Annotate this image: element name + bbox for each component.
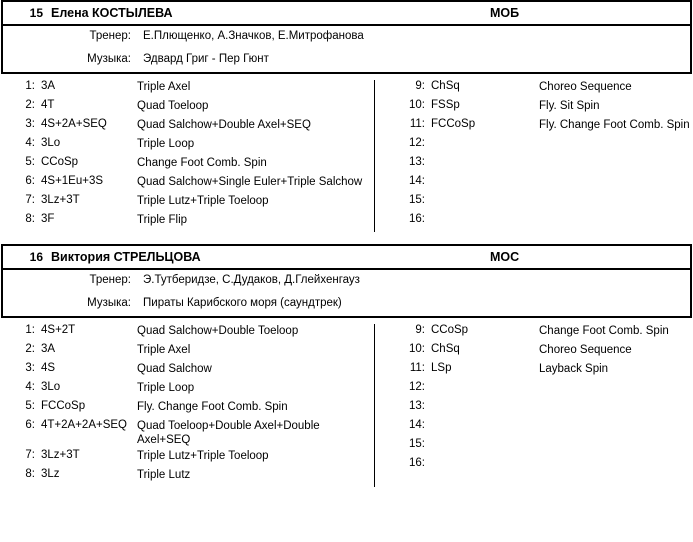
element-index: 7: <box>25 449 35 461</box>
element-row <box>389 213 691 230</box>
music-label: Музыка: <box>87 297 131 309</box>
music-row <box>3 293 690 316</box>
element-description: Triple Axel <box>137 81 191 93</box>
element-row <box>389 343 691 360</box>
element-description: Quad Salchow <box>137 363 212 375</box>
music-label: Музыка: <box>87 53 131 65</box>
element-index: 9: <box>415 80 425 92</box>
skater-name-row <box>3 2 690 26</box>
element-row <box>389 457 691 474</box>
coach-row <box>3 26 690 49</box>
element-row <box>389 419 691 436</box>
element-code: 3Lz <box>41 468 60 480</box>
element-row <box>389 438 691 455</box>
element-code: FCCoSp <box>431 118 476 130</box>
element-code: 3F <box>41 213 55 225</box>
element-index: 10: <box>409 99 425 111</box>
element-index: 3: <box>25 362 35 374</box>
element-row <box>389 400 691 417</box>
element-description: Triple Flip <box>137 214 188 226</box>
element-index: 4: <box>25 381 35 393</box>
element-index: 9: <box>415 324 425 336</box>
element-code: 3Lz+3T <box>41 194 80 206</box>
element-row <box>389 381 691 398</box>
element-index: 15: <box>409 438 425 450</box>
coach-value: Е.Плющенко, А.Значков, Е.Митрофанова <box>143 30 364 42</box>
element-index: 11: <box>409 118 425 130</box>
elements-column-left <box>1 324 375 487</box>
element-row <box>1 213 374 230</box>
element-row <box>1 324 374 341</box>
element-row <box>1 137 374 154</box>
element-row <box>1 118 374 135</box>
element-index: 13: <box>409 400 425 412</box>
element-description: Fly. Change Foot Comb. Spin <box>539 119 690 131</box>
skater-name-row <box>3 246 690 270</box>
skater-block <box>1 0 692 234</box>
element-code: 4S+2T <box>41 324 76 336</box>
elements-column-right <box>375 324 691 487</box>
element-row <box>389 175 691 192</box>
element-code: 3A <box>41 80 56 92</box>
element-description: Triple Lutz <box>137 469 191 481</box>
element-index: 13: <box>409 156 425 168</box>
element-row <box>389 80 691 97</box>
element-row <box>389 156 691 173</box>
element-index: 2: <box>25 99 35 111</box>
elements-area <box>1 74 692 234</box>
coach-value: Э.Тутберидзе, С.Дудаков, Д.Глейхенгауз <box>143 274 360 286</box>
element-code: 3Lo <box>41 381 61 393</box>
element-row <box>1 381 374 398</box>
element-index: 12: <box>409 137 425 149</box>
element-description: Quad Toeloop+Double Axel+Double Axel+SEQ <box>137 420 320 446</box>
start-number: 16 <box>29 250 43 264</box>
element-code: 3Lo <box>41 137 61 149</box>
element-index: 8: <box>25 468 35 480</box>
element-index: 14: <box>409 175 425 187</box>
start-number: 15 <box>29 6 43 20</box>
music-value: Пираты Карибского моря (саундтрек) <box>143 297 342 309</box>
element-row <box>1 80 374 97</box>
element-description: Quad Salchow+Single Euler+Triple Salchow <box>137 176 363 188</box>
element-index: 12: <box>409 381 425 393</box>
element-description: Triple Loop <box>137 138 195 150</box>
element-description: Fly. Change Foot Comb. Spin <box>137 401 288 413</box>
element-description: Change Foot Comb. Spin <box>539 325 669 337</box>
skater-header <box>1 0 692 74</box>
element-row <box>389 137 691 154</box>
element-description: Triple Loop <box>137 382 195 394</box>
element-code: FSSp <box>431 99 460 111</box>
music-row <box>3 49 690 72</box>
elements-column-right <box>375 80 691 232</box>
skater-header <box>1 244 692 318</box>
element-code: 4T+2A+2A+SEQ <box>41 419 127 431</box>
element-index: 14: <box>409 419 425 431</box>
element-row <box>389 99 691 116</box>
coach-row <box>3 270 690 293</box>
element-row <box>1 468 374 485</box>
element-row <box>389 194 691 211</box>
element-index: 15: <box>409 194 425 206</box>
element-description: Quad Salchow+Double Toeloop <box>137 325 299 337</box>
element-row <box>1 343 374 360</box>
element-description: Quad Salchow+Double Axel+SEQ <box>137 119 311 131</box>
element-index: 11: <box>409 362 425 374</box>
element-row <box>1 194 374 211</box>
element-code: 4S+1Eu+3S <box>41 175 104 187</box>
element-row <box>389 324 691 341</box>
element-description: Fly. Sit Spin <box>539 100 600 112</box>
element-row <box>1 156 374 173</box>
coach-label: Тренер: <box>89 274 131 286</box>
element-row <box>1 99 374 116</box>
element-description: Choreo Sequence <box>539 81 632 93</box>
element-row <box>1 362 374 379</box>
element-code: FCCoSp <box>41 400 86 412</box>
element-row <box>1 400 374 417</box>
element-row <box>389 118 691 135</box>
skater-name: Елена КОСТЫЛЕВА <box>51 6 173 20</box>
skater-name: Виктория СТРЕЛЬЦОВА <box>51 250 201 264</box>
element-index: 4: <box>25 137 35 149</box>
skater-club: МОС <box>490 250 520 264</box>
element-index: 3: <box>25 118 35 130</box>
element-description: Choreo Sequence <box>539 344 632 356</box>
element-description: Layback Spin <box>539 363 609 375</box>
element-index: 1: <box>25 324 35 336</box>
coach-label: Тренер: <box>89 30 131 42</box>
element-index: 16: <box>409 213 425 225</box>
element-code: 3A <box>41 343 56 355</box>
element-index: 8: <box>25 213 35 225</box>
element-code: 4T <box>41 99 55 111</box>
element-code: CCoSp <box>431 324 469 336</box>
element-description: Quad Toeloop <box>137 100 209 112</box>
block-separator <box>0 234 693 244</box>
element-index: 6: <box>25 175 35 187</box>
element-index: 2: <box>25 343 35 355</box>
element-description: Triple Lutz+Triple Toeloop <box>137 195 269 207</box>
music-value: Эдвард Григ - Пер Гюнт <box>143 53 269 65</box>
element-index: 10: <box>409 343 425 355</box>
element-description: Triple Axel <box>137 344 191 356</box>
element-row <box>389 362 691 379</box>
element-description: Triple Lutz+Triple Toeloop <box>137 450 269 462</box>
element-row <box>1 175 374 192</box>
element-index: 6: <box>25 419 35 431</box>
element-index: 5: <box>25 400 35 412</box>
skater-block <box>1 244 692 489</box>
element-description: Change Foot Comb. Spin <box>137 157 267 169</box>
skater-club: МОБ <box>490 6 520 20</box>
element-code: ChSq <box>431 80 460 92</box>
element-row <box>1 419 374 447</box>
element-code: LSp <box>431 362 452 374</box>
element-code: 3Lz+3T <box>41 449 80 461</box>
element-index: 16: <box>409 457 425 469</box>
element-code: 4S+2A+SEQ <box>41 118 107 130</box>
element-index: 7: <box>25 194 35 206</box>
elements-area <box>1 318 692 489</box>
element-index: 1: <box>25 80 35 92</box>
element-code: 4S <box>41 362 56 374</box>
element-row <box>1 449 374 466</box>
elements-column-left <box>1 80 375 232</box>
element-code: CCoSp <box>41 156 79 168</box>
element-index: 5: <box>25 156 35 168</box>
element-code: ChSq <box>431 343 460 355</box>
